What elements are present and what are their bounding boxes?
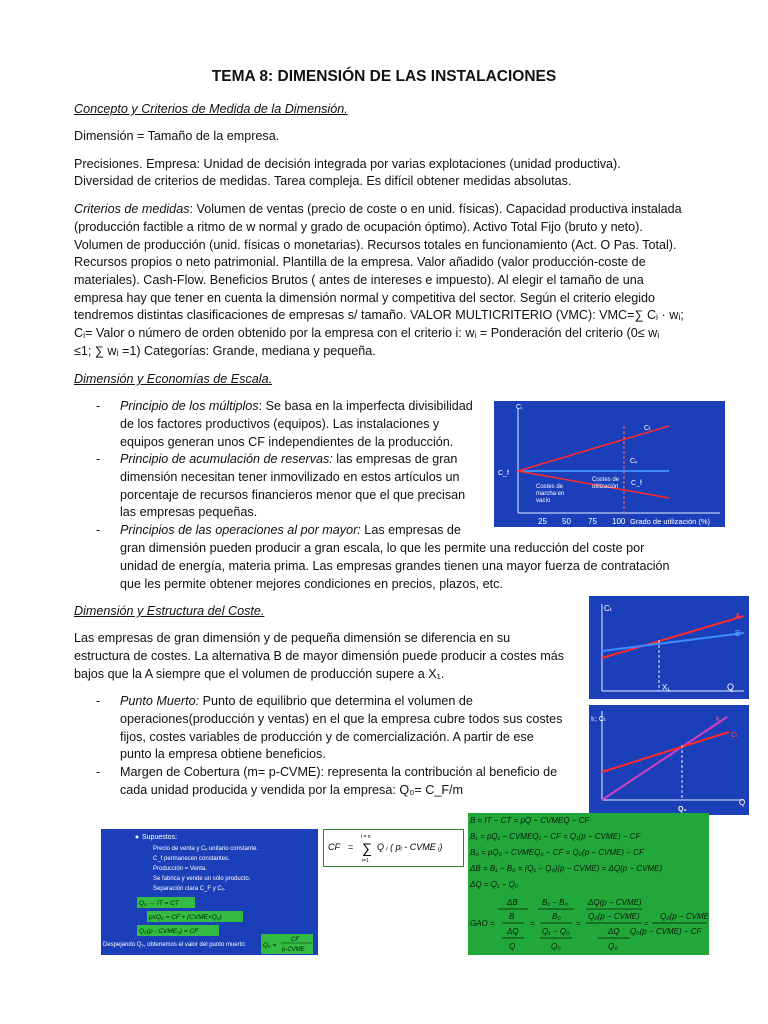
criterios-lead: Criterios de medidas bbox=[74, 202, 190, 216]
bullet-multiplos-l3: equipos generan unos CF independientes de la producción. bbox=[120, 435, 454, 449]
svg-text:=: = bbox=[644, 919, 649, 928]
chart1-left-label: C_f bbox=[498, 470, 509, 477]
section-heading-estructura: Dimensión y Estructura del Coste. bbox=[74, 604, 265, 618]
bullet-mayor-l2: gran dimensión pueden producir a gran escala, lo que les permite una reducción del coste por bbox=[120, 541, 645, 555]
gao-f2-num-den: B₀ bbox=[552, 912, 561, 921]
estructura-line-1: Las empresas de gran dimensión y de pequeña dimensión se diferencia en su bbox=[74, 631, 511, 645]
chart-cost-structure bbox=[589, 596, 749, 699]
bullet-reservas-l2: dimensión necesitan tener inmovilizado en estos artículos un bbox=[120, 470, 460, 484]
slide-item: Separación clara C_F y Cᵥ. bbox=[153, 886, 226, 892]
gao-f3-den-den: Q₀ bbox=[608, 942, 618, 951]
bullet-punto-muerto-text: Punto de equilibrio que determina el volumen de bbox=[199, 694, 473, 708]
slide-footer: Despejando Q₀, obtenemos el valor del punto muerto: bbox=[103, 942, 247, 948]
gao-f2-den-den: Q₀ bbox=[551, 942, 561, 951]
gao-f4-num: Q₀(p − CVME) bbox=[660, 912, 709, 921]
gao-f3-den: ΔQ bbox=[608, 927, 620, 936]
gao-f1-num: ΔB bbox=[507, 898, 518, 907]
chart1-label-cf: C_f bbox=[631, 480, 642, 487]
criterios-text-1: : Volumen de ventas (precio de coste o en unid. físicas). Capacidad productiva instalada bbox=[189, 202, 682, 216]
chart-break-even bbox=[589, 705, 749, 815]
gao-line-3: B₀ = pQ₀ − CVMEQ₀ − CF = Q₀(p − CVME) − CF bbox=[470, 848, 644, 857]
slide-eq2: pxQ₀ = CF + (CVME×Q₀) bbox=[149, 914, 222, 921]
chart3-q0: Q₀ bbox=[678, 806, 687, 813]
formula-lhs: CF bbox=[328, 842, 340, 852]
formula-sum-bottom: i=1 bbox=[362, 858, 369, 864]
bullet-punto-muerto-l3: fijos, costes variables de producción y de comercialización. A partir de ese bbox=[120, 730, 534, 744]
formula-gao bbox=[468, 813, 709, 955]
section-heading-concepto: Concepto y Criterios de Medida de la Dimensión. bbox=[74, 102, 348, 116]
gao-line-4: ΔB = B₁ − B₀ = (Q₁ − Q₀)(p − CVME) = ΔQ(p − CVME) bbox=[470, 864, 663, 873]
bullet-mayor-l4: que les permite obtener mejores condiciones en precios, plazos, etc. bbox=[120, 577, 503, 591]
bullet-dash: - bbox=[96, 765, 101, 779]
paragraph-precisiones-l2: Diversidad de criterios de medidas. Tarea compleja. Es difícil obtener medidas absolutas. bbox=[74, 174, 572, 188]
paragraph-precisiones-l1: Precisiones. Empresa: Unidad de decisión integrada por varias explotaciones (unidad productiva). bbox=[74, 157, 621, 171]
bullet-dash: - bbox=[96, 694, 101, 708]
bullet-punto-muerto-l2: operaciones(producción y ventas) en el que la empresa cubre todos sus costes bbox=[120, 712, 563, 726]
bullet-reservas-l4: las empresas pequeñas. bbox=[120, 505, 258, 519]
slide-supuestos bbox=[101, 829, 318, 955]
chart1-xlabel: Grado de utilización (%) bbox=[630, 517, 711, 526]
estructura-line-2: estructura de costes. La alternativa B de mayor dimensión puede producir a costes más bbox=[74, 649, 565, 663]
chart1-note-utilizacion-2: utilización bbox=[592, 484, 619, 490]
chart2-yaxis: Cₜ bbox=[604, 604, 613, 613]
bullet-mayor-l3: unidad de energía, materia prima. Las empresas grandes tienen una mayor fuerza de contratación bbox=[120, 559, 670, 573]
bullet-reservas-lead: Principio de acumulación de reservas: bbox=[120, 452, 333, 466]
gao-f1-num-den: B bbox=[509, 912, 515, 921]
bullet-reservas-l1 bbox=[120, 451, 457, 469]
criterios-line-4: Recursos propios o neto patrimonial. Plantilla de la empresa. Valor añadido (valor producción-coste de bbox=[74, 255, 646, 269]
gao-f1-den: ΔQ bbox=[507, 927, 519, 936]
slide-item: C_f permanecen constantes. bbox=[153, 856, 230, 862]
bullet-multiplos-lead: Principio de los múltiplos bbox=[120, 399, 259, 413]
criterios-line-1 bbox=[74, 201, 682, 219]
gao-line-1: B = IT − CT = pQ − CVMEQ − CF bbox=[470, 816, 590, 825]
gao-f1-den-den: Q bbox=[509, 942, 516, 951]
bullet-punto-muerto-lead: Punto Muerto: bbox=[120, 694, 200, 708]
chart3-label-ct: Cₜ bbox=[731, 732, 739, 739]
chart2-xaxis: Q bbox=[727, 682, 735, 692]
formula-sum-top: i = n bbox=[361, 834, 371, 840]
chart1-tick: 25 bbox=[538, 517, 547, 526]
bullet-mayor-l1 bbox=[120, 522, 461, 540]
chart1-tick: 100 bbox=[612, 517, 626, 526]
slide-result-den: p-CVME bbox=[282, 947, 305, 953]
gao-f3-num-den: Q₀(p − CVME) bbox=[588, 912, 640, 921]
estructura-line-3: bajos que la A siempre que el volumen de producción supere a X₁. bbox=[74, 667, 445, 681]
bullet-reservas-text: las empresas de gran bbox=[332, 452, 458, 466]
page-title: TEMA 8: DIMENSIÓN DE LAS INSTALACIONES bbox=[211, 68, 557, 85]
chart1-yaxis: Cᵢ bbox=[516, 404, 523, 411]
chart3-xaxis: Q bbox=[739, 798, 746, 807]
criterios-line-7: tendremos distintas clasificaciones de empresas s/ tamaño. VALOR MULTICRITERIO (VMC): VMC=∑ Cᵢ · wᵢ; bbox=[74, 308, 684, 322]
bullet-multiplos-l2: de los factores productivos (equipos). Las instalaciones y bbox=[120, 417, 440, 431]
criterios-line-5: materiales). Cash-Flow. Beneficios Brutos ( antes de intereses e impuesto). Al elegir el tamaño de una bbox=[74, 273, 644, 287]
gao-f2-num: B₁ − B₀ bbox=[542, 898, 568, 907]
svg-text:=: = bbox=[576, 919, 581, 928]
chart1-label-cv: Cᵥ bbox=[630, 458, 638, 465]
svg-text:=: = bbox=[530, 919, 535, 928]
formula-body: Q ᵢ ( pᵢ - CVME ᵢ) bbox=[377, 842, 443, 852]
chart2-label-a: A bbox=[735, 612, 741, 621]
gao-f4-den: Q₀(p − CVME) − CF bbox=[630, 927, 702, 936]
bullet-punto-muerto-l4: punto la empresa obtiene beneficios. bbox=[120, 747, 326, 761]
chart1-note-vacio-3: vacío bbox=[536, 498, 551, 504]
chart2-label-b: B bbox=[735, 629, 741, 638]
slide-eq1: Q₀ → IT = CT bbox=[139, 900, 179, 907]
bullet-dash: - bbox=[96, 399, 101, 413]
bullet-mayor-text: Las empresas de bbox=[360, 523, 461, 537]
paragraph-dimension: Dimensión = Tamaño de la empresa. bbox=[74, 129, 280, 143]
criterios-line-9: ≤1; ∑ wᵢ =1) Categorías: Grande, mediana y pequeña. bbox=[74, 344, 376, 358]
criterios-line-6: empresa hay que tener en cuenta la dimensión normal y competitiva del sector. Según el criterio elegido bbox=[74, 291, 656, 305]
bullet-dash: - bbox=[96, 523, 101, 537]
criterios-line-8: Cᵢ= Valor o número de orden obtenido por la empresa con el criterio i: wᵢ = Ponderación del criterio (0≤ wᵢ bbox=[74, 326, 660, 340]
slide-item: Se fabrica y vende un sólo producto. bbox=[153, 876, 251, 882]
bullet-margen-l2: cada unidad producida y vendida por la empresa: Q₀= C_F/m bbox=[120, 783, 464, 797]
slide-item: Precio de venta y Cᵥ unitario constante. bbox=[153, 846, 258, 852]
criterios-line-3: Volumen de producción (unid. físicas o monetarias). Recursos totales en funcionamiento (Act. O Pas. Total). bbox=[74, 238, 677, 252]
chart1-tick: 75 bbox=[588, 517, 597, 526]
chart3-yaxis: Iₜ; Cₜ bbox=[591, 716, 607, 723]
slide-result-lhs: Q₀ = bbox=[263, 942, 277, 949]
gao-line-2: B₁ = pQ₁ − CVMEQ₁ − CF = Q₁(p − CVME) − CF bbox=[470, 832, 641, 841]
formula-eq: = bbox=[348, 842, 354, 852]
chart-costs-utilization bbox=[494, 401, 725, 527]
chart2-xmark: X₁ bbox=[662, 683, 671, 692]
gao-label: GAO = bbox=[470, 919, 495, 928]
chart3-label-it: Iₜ bbox=[716, 716, 721, 723]
gao-f2-den: Q₁ − Q₀ bbox=[542, 927, 570, 936]
chart1-note-vacio-2: marcha en bbox=[536, 491, 565, 497]
slide-result-num: CF bbox=[291, 937, 299, 943]
chart1-note-vacio-1: Costes de bbox=[536, 484, 564, 490]
section-heading-economias: Dimensión y Economías de Escala. bbox=[74, 372, 273, 386]
chart1-label-ct: Cₜ bbox=[644, 425, 652, 432]
formula-cf-multi bbox=[323, 829, 464, 867]
bullet-punto-muerto-l1 bbox=[120, 693, 473, 711]
slide-item: Producción = Venta. bbox=[153, 866, 207, 872]
sum-icon: ∑ bbox=[362, 840, 372, 856]
criterios-line-2: (producción factible a ritmo de w normal y grado de ocupación óptimo). Activo Total Fijo (bruto y neto). bbox=[74, 220, 643, 234]
gao-line-5: ΔQ = Q₁ − Q₀ bbox=[470, 880, 519, 889]
bullet-reservas-l3: porcentaje de recursos financieros menor que el que precisan bbox=[120, 488, 466, 502]
gao-f3-num: ΔQ(p − CVME) bbox=[588, 898, 642, 907]
bullet-margen-l1: Margen de Cobertura (m= p-CVME): representa la contribución al beneficio de bbox=[120, 765, 558, 779]
bullet-dash: - bbox=[96, 452, 101, 466]
bullet-multiplos-l1 bbox=[120, 398, 473, 416]
slide-heading: Supuestos: bbox=[142, 834, 178, 841]
bullet-mayor-lead: Principios de las operaciones al por mayor: bbox=[120, 523, 361, 537]
chart1-note-utilizacion-1: Costes de bbox=[592, 477, 620, 483]
chart1-tick: 50 bbox=[562, 517, 571, 526]
bullet-multiplos-text: : Se basa en la imperfecta divisibilidad bbox=[258, 399, 473, 413]
slide-eq3: Q₀(p - CVME₀) = CF bbox=[139, 928, 199, 935]
